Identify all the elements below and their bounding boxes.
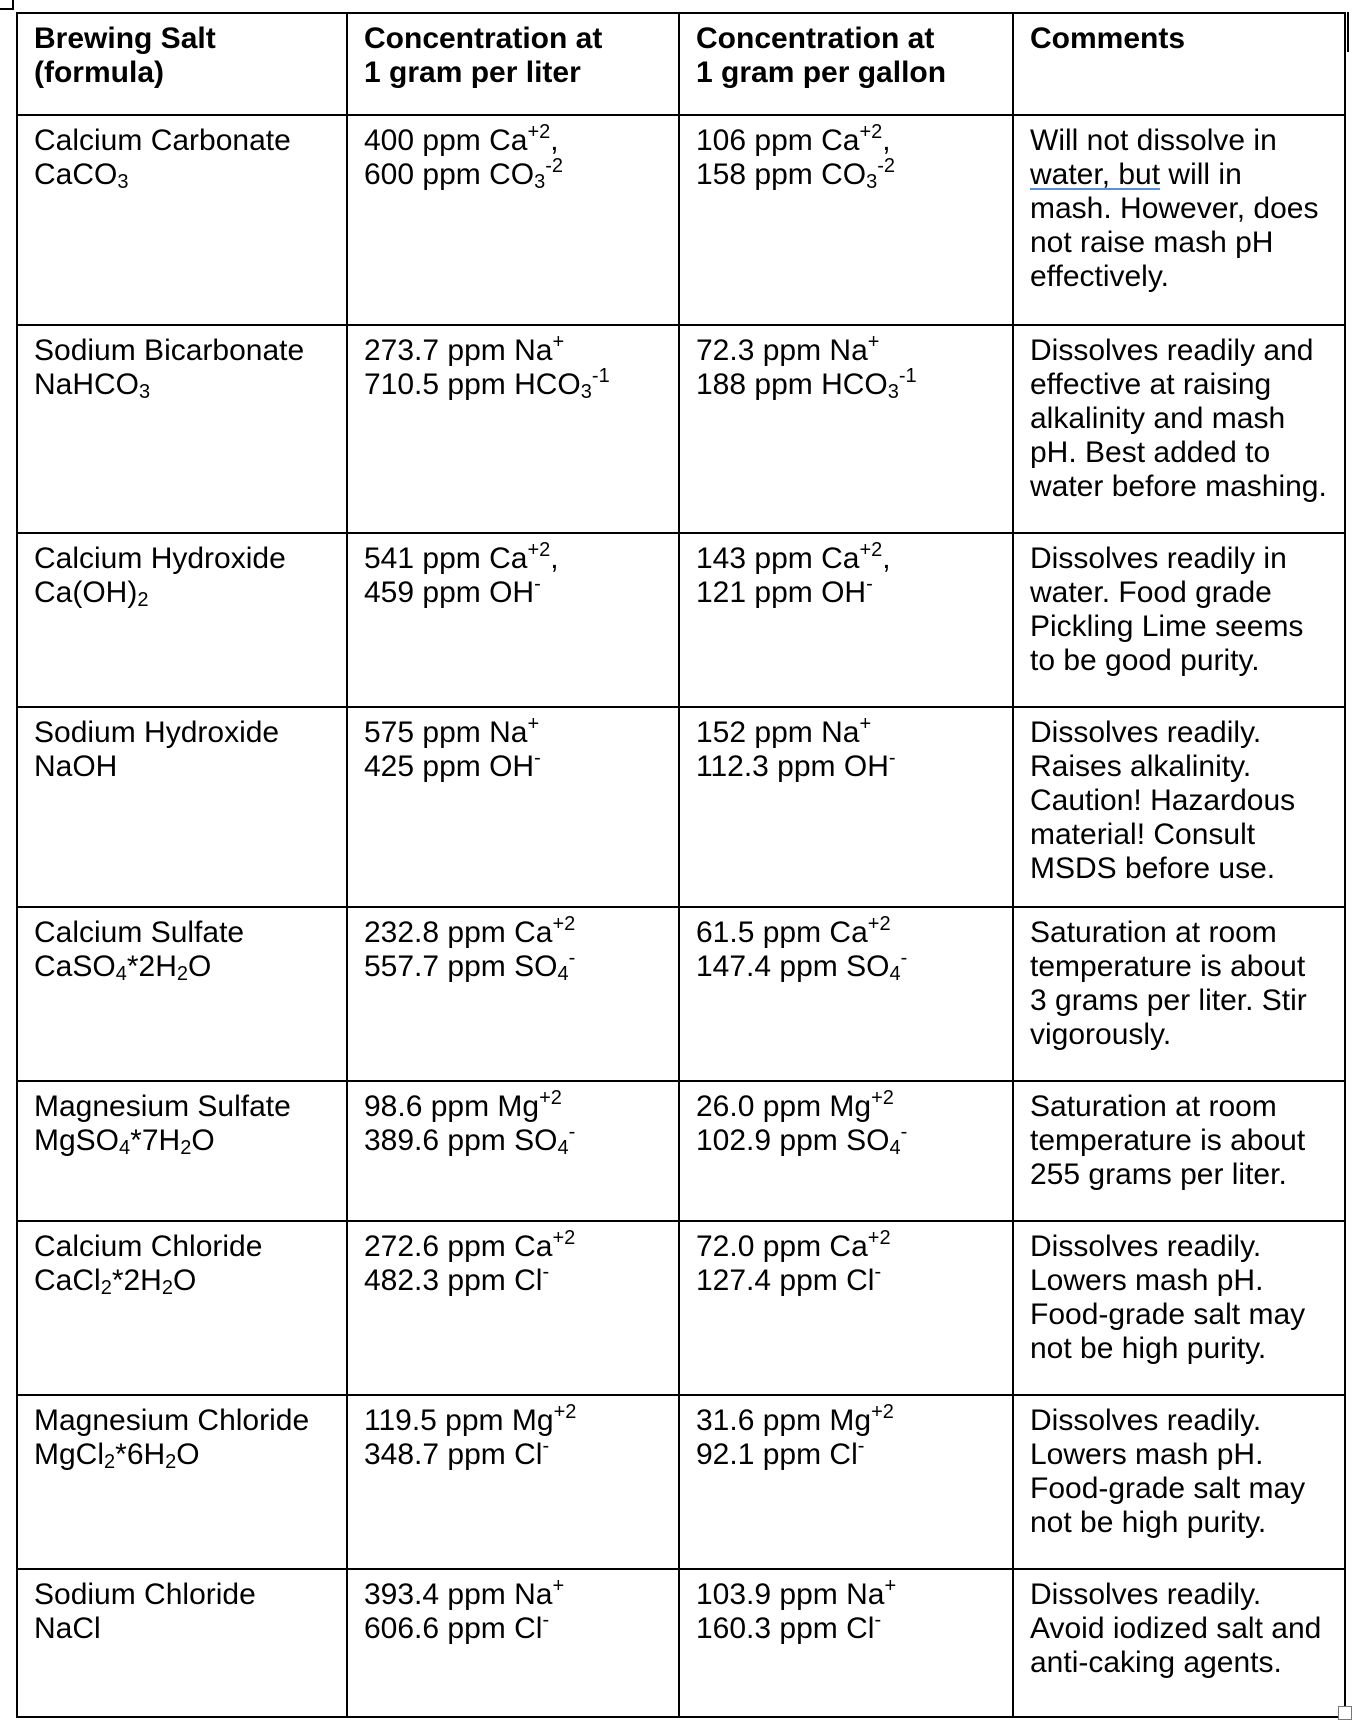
ion-value: 98.6 ppm $Mg^{+2}$ — [364, 1087, 562, 1123]
ion-value: 348.7 ppm Cl- — [364, 1435, 550, 1471]
ion-value: 147.4 ppm $SO_4^-$ — [696, 947, 908, 985]
comment-line: Dissolves readily and — [1030, 334, 1314, 367]
ion-value: 575 ppm Na+ — [364, 713, 540, 749]
text-cursor-line — [1347, 12, 1349, 52]
liter-cell — [347, 707, 679, 907]
liter-cell — [347, 1395, 679, 1569]
ion-value: 31.6 ppm $Mg^{+2}$ — [696, 1401, 894, 1437]
salt-cell — [17, 907, 347, 1081]
comment-cell — [1013, 1569, 1345, 1717]
ion-value: 119.5 ppm $Mg^{+2}$ — [364, 1401, 577, 1437]
gallon-cell — [679, 325, 1013, 533]
header-comments: Comments — [1013, 13, 1345, 115]
comment-line: Food-grade salt may — [1030, 1472, 1306, 1505]
comment-line: pH. Best added to — [1030, 436, 1271, 469]
spellcheck-underline: water, but — [1030, 158, 1161, 191]
salt-cell — [17, 707, 347, 907]
salt-formula: $MgSO_4*7H_2O$ — [34, 1124, 215, 1159]
comment-line: temperature is about — [1030, 1124, 1306, 1157]
comment-line: Dissolves readily. — [1030, 1404, 1262, 1437]
gallon-cell — [679, 1081, 1013, 1221]
comment-line: to be good purity. — [1030, 644, 1260, 677]
comment-line: vigorously. — [1030, 1018, 1172, 1051]
comment-line: Pickling Lime seems — [1030, 610, 1304, 643]
ion-value: 459 ppm OH- — [364, 573, 541, 609]
comment-cell — [1013, 707, 1345, 907]
salt-formula: NaCl — [34, 1612, 101, 1645]
salt-name: Calcium Sulfate — [34, 916, 245, 949]
gallon-cell — [679, 907, 1013, 1081]
table-row — [17, 707, 1345, 907]
salt-formula: $Ca(OH)_2$ — [34, 576, 149, 611]
gallon-cell — [679, 115, 1013, 325]
ion-value: 273.7 ppm Na+ — [364, 331, 565, 367]
salt-formula: $MgCl_2*6H_2O$ — [34, 1438, 200, 1473]
header-concentration-gallon: Concentration at 1 gram per gallon — [679, 13, 1013, 115]
table-row — [17, 1221, 1345, 1395]
table-row — [17, 533, 1345, 707]
comment-line: alkalinity and mash — [1030, 402, 1286, 435]
salt-name: Sodium Chloride — [34, 1578, 256, 1611]
ion-value: 425 ppm OH- — [364, 747, 541, 783]
liter-cell — [347, 1081, 679, 1221]
corner-crop-mark — [0, 0, 14, 10]
comment-line: anti-caking agents. — [1030, 1646, 1282, 1679]
salt-name: Sodium Bicarbonate — [34, 334, 305, 367]
gallon-cell — [679, 533, 1013, 707]
comment-cell — [1013, 1395, 1345, 1569]
salt-formula: NaOH — [34, 750, 118, 783]
ion-value: 92.1 ppm Cl- — [696, 1435, 865, 1471]
liter-cell — [347, 1569, 679, 1717]
salt-name: Calcium Hydroxide — [34, 542, 286, 575]
comment-line: 3 grams per liter. Stir — [1030, 984, 1307, 1017]
ion-value: 103.9 ppm Na+ — [696, 1575, 897, 1611]
salt-formula: CaCO$_3$ — [34, 158, 129, 193]
gallon-cell — [679, 1221, 1013, 1395]
comment-cell — [1013, 907, 1345, 1081]
brewing-salts-table — [16, 12, 1346, 1718]
comment-cell — [1013, 1221, 1345, 1395]
comment-line: water before mashing. — [1030, 470, 1327, 503]
table-row — [17, 1395, 1345, 1569]
ion-value: 600 ppm $CO_3^{-2}$ — [364, 155, 564, 193]
table-row — [17, 1569, 1345, 1717]
salt-cell — [17, 1081, 347, 1221]
salt-cell — [17, 533, 347, 707]
salt-name: Magnesium Chloride — [34, 1404, 310, 1437]
ion-value: 112.3 ppm OH- — [696, 747, 896, 783]
gallon-cell — [679, 1569, 1013, 1717]
table-row — [17, 1081, 1345, 1221]
liter-cell — [347, 533, 679, 707]
table-row — [17, 325, 1345, 533]
resize-handle[interactable] — [1338, 1706, 1352, 1720]
comment-line: Dissolves readily. — [1030, 1230, 1262, 1263]
comment-line: Dissolves readily. — [1030, 716, 1262, 749]
ion-value: 606.6 ppm Cl- — [364, 1609, 550, 1645]
ion-value: 61.5 ppm $Ca^{+2}$ — [696, 913, 891, 949]
comment-line: Raises alkalinity. — [1030, 750, 1252, 783]
ion-value: 272.6 ppm $Ca^{+2}$ — [364, 1227, 576, 1263]
ion-value: 188 ppm $HCO_3^{-1}$ — [696, 365, 917, 403]
ion-value: 160.3 ppm Cl- — [696, 1609, 882, 1645]
comment-cell: Will not dissolve in water, but will in mash. However, does not raise mash pH effectively. — [1013, 115, 1345, 325]
table-row — [17, 907, 1345, 1081]
comment-cell — [1013, 533, 1345, 707]
ion-value: 143 ppm $Ca^{+2}$, — [696, 539, 891, 575]
ion-value: 710.5 ppm $HCO_3^{-1}$ — [364, 365, 610, 403]
ion-value: 400 ppm $Ca^{+2}$, — [364, 121, 559, 157]
ion-value: 389.6 ppm $SO_4^-$ — [364, 1121, 576, 1159]
comment-line: temperature is about — [1030, 950, 1306, 983]
salt-cell — [17, 1221, 347, 1395]
ion-value: 72.3 ppm Na+ — [696, 331, 880, 367]
gallon-cell — [679, 707, 1013, 907]
comment-line: not be high purity. — [1030, 1332, 1267, 1365]
ion-value: 557.7 ppm $SO_4^-$ — [364, 947, 576, 985]
liter-cell — [347, 907, 679, 1081]
table-row — [17, 115, 1345, 325]
salt-name: Calcium Carbonate — [34, 124, 291, 157]
salt-formula: NaHCO$_3$ — [34, 368, 151, 403]
salt-cell — [17, 1395, 347, 1569]
comment-line: MSDS before use. — [1030, 852, 1276, 885]
ion-value: 26.0 ppm $Mg^{+2}$ — [696, 1087, 894, 1123]
liter-cell — [347, 115, 679, 325]
comment-cell — [1013, 325, 1345, 533]
comment-line: Saturation at room — [1030, 916, 1277, 949]
ion-value: 158 ppm $CO_3^{-2}$ — [696, 155, 896, 193]
comment-line: Dissolves readily in — [1030, 542, 1287, 575]
comment-line: effective at raising — [1030, 368, 1272, 401]
ion-value: 127.4 ppm Cl- — [696, 1261, 882, 1297]
ion-value: 482.3 ppm Cl- — [364, 1261, 550, 1297]
header-concentration-liter: Concentration at 1 gram per liter — [347, 13, 679, 115]
ion-value: 393.4 ppm Na+ — [364, 1575, 565, 1611]
comment-line: Caution! Hazardous — [1030, 784, 1296, 817]
comment-line: Lowers mash pH. — [1030, 1264, 1264, 1297]
comment-line: Lowers mash pH. — [1030, 1438, 1264, 1471]
comment-line: Avoid iodized salt and — [1030, 1612, 1322, 1645]
ion-value: 102.9 ppm $SO_4^-$ — [696, 1121, 908, 1159]
ion-value: 121 ppm OH- — [696, 573, 873, 609]
liter-cell — [347, 325, 679, 533]
comment-line: Food-grade salt may — [1030, 1298, 1306, 1331]
salt-cell — [17, 325, 347, 533]
ion-value: 541 ppm $Ca^{+2}$, — [364, 539, 559, 575]
ion-value: 232.8 ppm $Ca^{+2}$ — [364, 913, 576, 949]
ion-value: 152 ppm Na+ — [696, 713, 872, 749]
salt-name: Sodium Hydroxide — [34, 716, 280, 749]
header-brewing-salt: Brewing Salt (formula) — [17, 13, 347, 115]
comment-line: Dissolves readily. — [1030, 1578, 1262, 1611]
comment-cell — [1013, 1081, 1345, 1221]
comment-line: water. Food grade — [1030, 576, 1272, 609]
comment-line: Saturation at room — [1030, 1090, 1277, 1123]
salt-name: Calcium Chloride — [34, 1230, 263, 1263]
liter-cell — [347, 1221, 679, 1395]
comment-line: not be high purity. — [1030, 1506, 1267, 1539]
salt-cell — [17, 115, 347, 325]
salt-formula: $CaCl_2*2H_2O$ — [34, 1264, 197, 1299]
salt-formula: $CaSO_4*2H_2O$ — [34, 950, 212, 985]
ion-value: 106 ppm $Ca^{+2}$, — [696, 121, 891, 157]
comment-line: 255 grams per liter. — [1030, 1158, 1287, 1191]
ion-value: 72.0 ppm $Ca^{+2}$ — [696, 1227, 891, 1263]
gallon-cell — [679, 1395, 1013, 1569]
salt-cell — [17, 1569, 347, 1717]
salt-name: Magnesium Sulfate — [34, 1090, 291, 1123]
comment-line: material! Consult — [1030, 818, 1256, 851]
table-header-row — [17, 13, 1345, 115]
